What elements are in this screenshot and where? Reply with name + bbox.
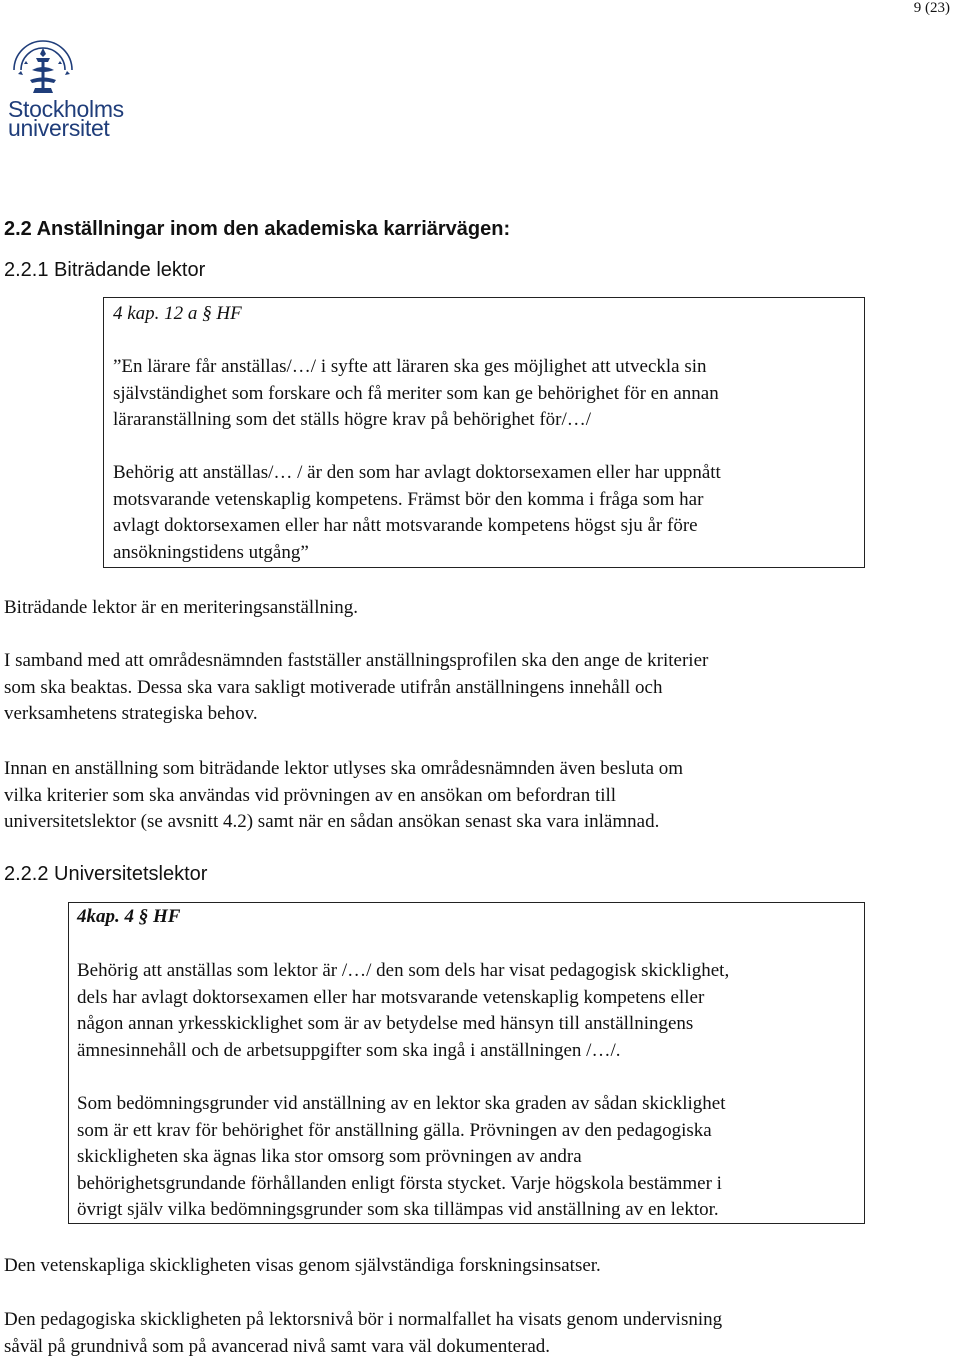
body-paragraph: Den vetenskapliga skickligheten visas genom självständiga forskningsinsatser. <box>4 1255 601 1276</box>
logo-wordmark-line1: Stockholms <box>8 96 124 122</box>
body-paragraph: Den pedagogiska skickligheten på lektorsnivå bör i normalfallet ha visats genom undervisning såväl på grundnivå som på avancerad nivå samt vara väl dokumenterad. <box>4 1309 723 1357</box>
subsection-heading-universitetslektor: 2.2.2 Universitetslektor <box>4 863 208 885</box>
quote-box-title: 4kap. 4 § HF <box>77 906 181 927</box>
logo-wordmark <box>8 96 124 141</box>
quote-paragraph: Behörig att anställas/… / är den som har avlagt doktorsexamen eller har uppnått motsvarande vetenskaplig kompetens. Främst bör den komma i fråga som har avlagt doktorsexamen eller har nått motsvarande kompetens högst sju år före ansökningstidens utgång” <box>113 462 721 563</box>
quote-paragraph: Som bedömningsgrunder vid anställning av en lektor ska graden av sådan skicklighet som är ett krav för behörighet för anställning gälla. Prövningen av den pedagogiska skickligheten ska ägnas lika stor omsorg som prövningen av andra behörighetsgrundande förhållanden enligt första stycket. Varje högskola bestämmer i övrigt själv vilka bedömningsgrunder som ska tillämpas vid anställning av en lektor. <box>77 1093 726 1220</box>
logo-wordmark-line2: universitet <box>8 115 110 141</box>
stockholms-universitet-logo <box>6 40 136 140</box>
body-paragraph: Biträdande lektor är en meriteringsanställning. <box>4 597 359 618</box>
page-number: 9 (23) <box>913 0 950 16</box>
subsection-heading-bitradande-lektor: 2.2.1 Biträdande lektor <box>4 259 206 281</box>
section-heading: 2.2 Anställningar inom den akademiska karriärvägen: <box>4 218 511 240</box>
body-paragraph: I samband med att områdesnämnden fastställer anställningsprofilen ska den ange de kriterier som ska beaktas. Dessa ska vara sakligt motiverade utifrån anställningens innehåll och verksamhetens strategiska behov. <box>4 650 709 724</box>
body-paragraph: Innan en anställning som biträdande lektor utlyses ska områdesnämnden även besluta om vilka kriterier som ska användas vid prövningen av en ansökan om befordran till universitetslektor (se avsnitt 4.2) samt när en sådan ansökan senast ska vara inlämnad. <box>4 758 684 832</box>
quote-box-title: 4 kap. 12 a § HF <box>113 303 242 324</box>
university-seal-icon <box>8 40 78 102</box>
quote-paragraph: Behörig att anställas som lektor är /…/ den som dels har visat pedagogisk skicklighet, dels har avlagt doktorsexamen eller har motsvarande vetenskaplig kompetens eller någon annan yrkesskicklighet som är av betydelse med hänsyn till anställningens ämnesinnehåll och de arbetsuppgifter som ska ingå i anställningen /…/. <box>77 960 730 1061</box>
quote-paragraph: ”En lärare får anställas/…/ i syfte att läraren ska ges möjlighet att utveckla sin självständighet som forskare och få meriter som kan ge behörighet för en annan läraranställning som det ställs högre krav på behörighet för/…/ <box>113 356 719 430</box>
